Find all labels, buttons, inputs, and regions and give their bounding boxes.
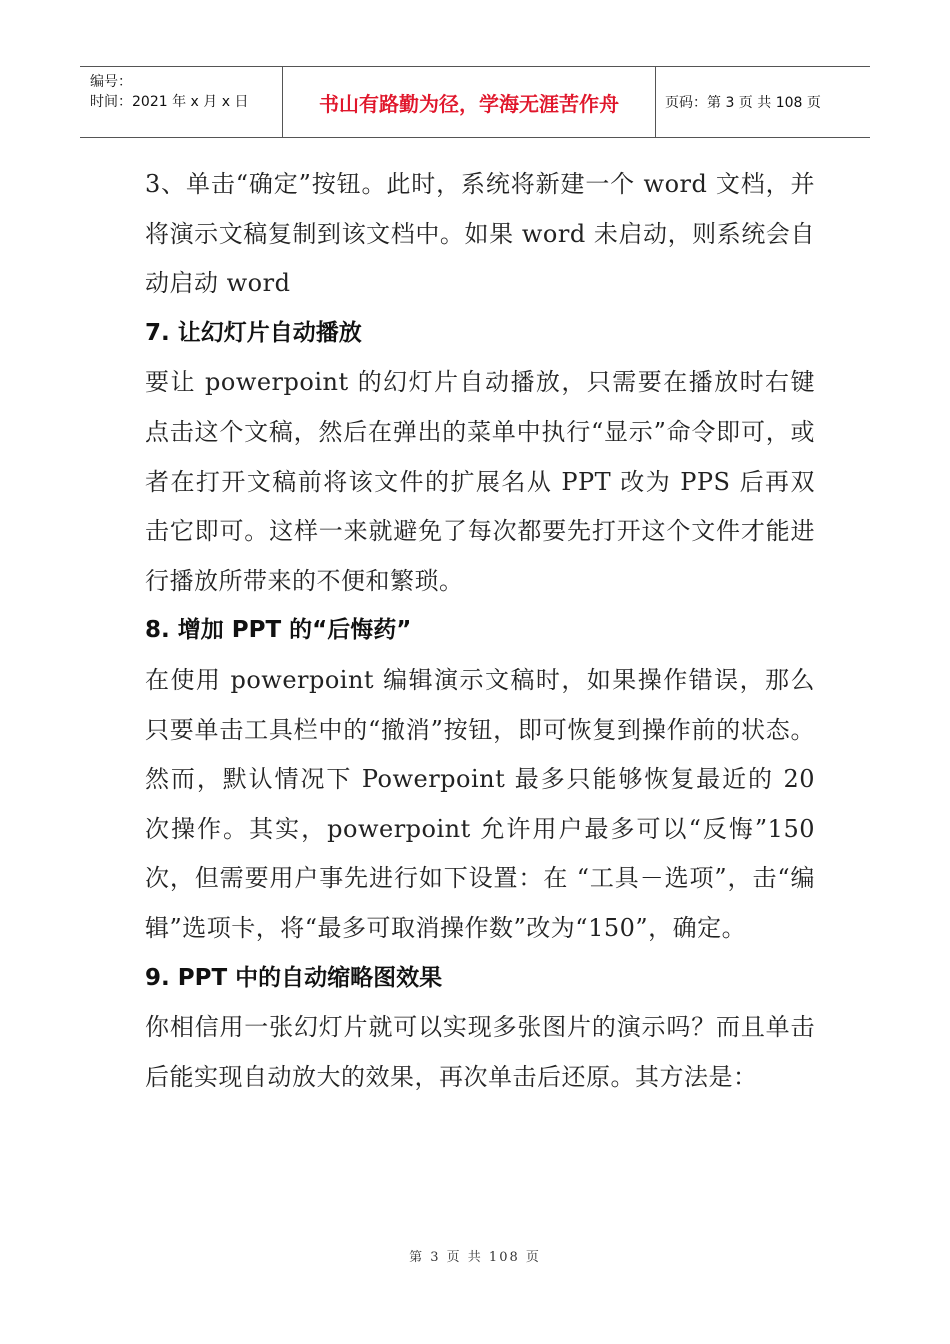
document-body	[145, 160, 815, 1102]
document-number-label: 编号：	[90, 74, 132, 90]
header-meta	[80, 67, 282, 137]
section-9-heading: 9. PPT 中的自动缩略图效果	[145, 964, 443, 991]
header-motto: 书山有路勤为径，学海无涯苦作舟	[282, 67, 656, 137]
section-8-heading: 8. 增加 PPT 的“后悔药”	[145, 617, 412, 644]
section-7-heading: 7. 让幻灯片自动播放	[145, 319, 362, 346]
page-header	[80, 66, 870, 138]
header-page-info: 页码：第 3 页 共 108 页	[665, 95, 821, 111]
section-9-paragraph: 你相信用一张幻灯片就可以实现多张图片的演示吗？而且单击后能实现自动放大的效果，再次单击后还原。其方法是：	[145, 1013, 815, 1091]
section-8-paragraph: 在使用 powerpoint 编辑演示文稿时，如果操作错误，那么只要单击工具栏中的“撤消”按钮，即可恢复到操作前的状态。然而，默认情况下 Powerpoint 最多只能够恢复最近的 20 次操作。其实，powerpoint 允许用户最多可以“反悔”150 次，但需要用户事先进行如下设置：在 “工具－选项”，击“编辑”选项卡，将“最多可取消操作数”改为“150”，确定。	[145, 665, 815, 942]
page-footer: 第 3 页 共 108 页	[409, 1250, 541, 1265]
document-date-label: 时间：2021 年 x 月 x 日	[90, 94, 249, 110]
paragraph-step-3: 3、单击“确定”按钮。此时，系统将新建一个 word 文档，并将演示文稿复制到该文档中。如果 word 未启动，则系统会自动启动 word	[145, 170, 815, 298]
section-7-paragraph: 要让 powerpoint 的幻灯片自动播放，只需要在播放时右键点击这个文稿，然后在弹出的菜单中执行“显示”命令即可，或者在打开文稿前将该文件的扩展名从 PPT 改为 PPS 后再双击它即可。这样一来就避免了每次都要先打开这个文件才能进行播放所带来的不便和繁琐。	[145, 368, 815, 595]
